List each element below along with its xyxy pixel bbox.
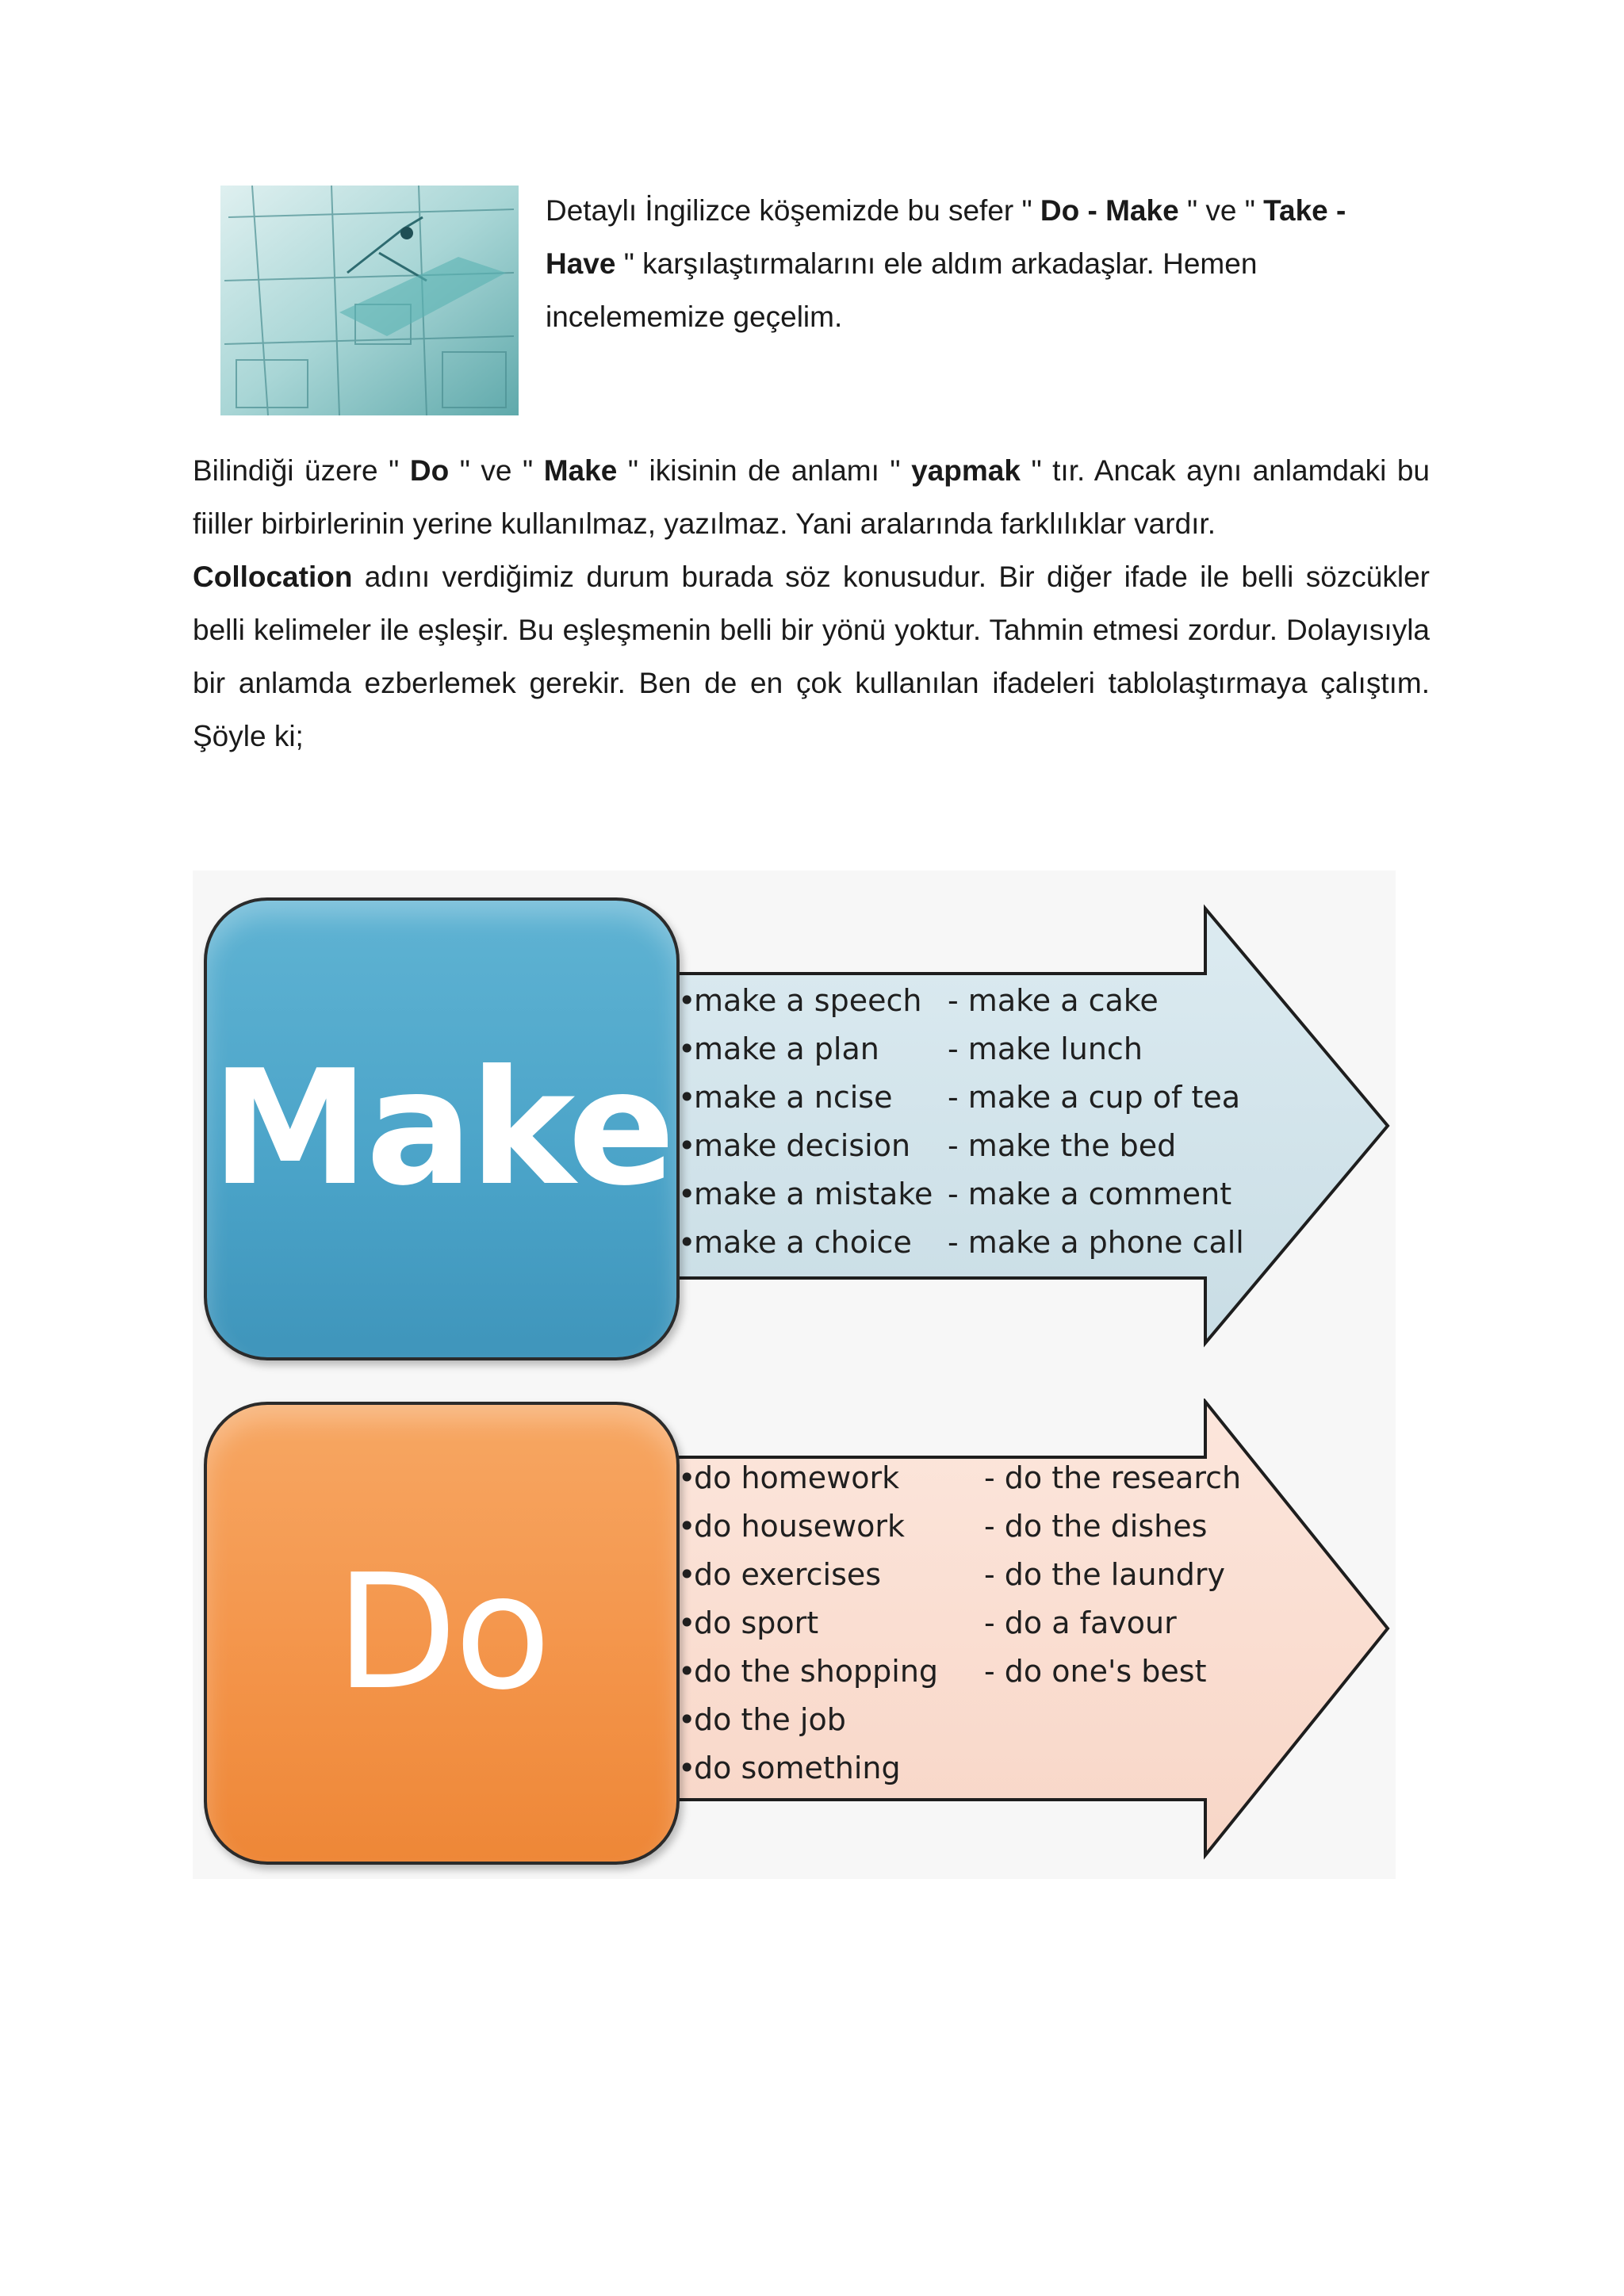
list-item: - make a comment [948,1170,1244,1219]
list-item: • do homework [678,1454,938,1502]
list-item: - make lunch [948,1025,1244,1073]
list-item: - make a cake [948,977,1244,1025]
make-row [193,894,1396,1370]
list-item: - do a favour [984,1599,1241,1647]
do-list-left [678,1454,938,1793]
list-item: • make a choice [678,1219,933,1267]
blueprint-image [220,186,519,415]
paragraph-do-make: Bilindiği üzere " Do " ve " Make " ikisinin de anlamı " yapmak " tır. Ancak aynı anlamdaki bu fiiller birbirlerinin yerine kullanılmaz, yazılmaz. Yani aralarında farklılıklar vardır. [193,454,1431,540]
collocation-diagram [193,871,1396,1879]
list-item: - do the laundry [984,1551,1241,1599]
do-list-right [984,1454,1241,1696]
list-item: • make a plan [678,1025,933,1073]
list-item: • make a ncise [678,1073,933,1122]
list-item: • do sport [678,1599,938,1647]
list-item: - do one's best [984,1647,1241,1696]
do-row [193,1399,1396,1874]
list-item: • make decision [678,1122,933,1170]
list-item: • do housework [678,1502,938,1551]
do-label: Do [335,1540,549,1725]
list-item: - do the research [984,1454,1241,1502]
body-text [193,444,1430,763]
make-label: Make [211,1036,672,1221]
list-item: - make a phone call [948,1219,1244,1267]
list-item: • do the shopping [678,1647,938,1696]
make-list-right [948,977,1244,1267]
list-item: • make a speech [678,977,933,1025]
paragraph-collocation: Collocation adını verdiğimiz durum burada söz konusudur. Bir diğer ifade ile belli sözcükler belli kelimeler ile eşleşir. Bu eşleşmenin belli bir yönü yoktur. Tahmin etmesi zordur. Dolayısıyla bir anlamda ezberlemek gerekir. Ben de en çok kullanılan ifadeleri tablolaştırmaya çalıştım. Şöyle ki; [193,561,1430,752]
list-item: - do the dishes [984,1502,1241,1551]
list-item: - make a cup of tea [948,1073,1244,1122]
list-item: • do something [678,1744,938,1793]
list-item: • do exercises [678,1551,938,1599]
list-item: • do the job [678,1696,938,1744]
make-list-left [678,977,933,1267]
list-item: - make the bed [948,1122,1244,1170]
intro-paragraph: Detaylı İngilizce köşemizde bu sefer " Do - Make " ve " Take - Have " karşılaştırmalarını ele aldım arkadaşlar. Hemen incelememize geçelim. [546,194,1346,333]
do-block [204,1402,680,1865]
make-block [204,897,680,1360]
list-item: • make a mistake [678,1170,933,1219]
